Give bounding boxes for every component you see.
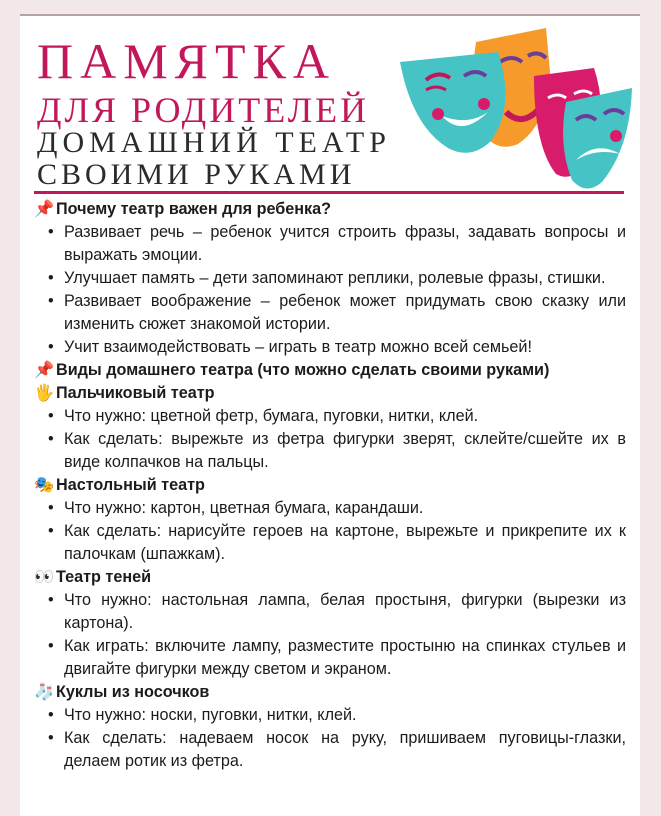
theater-masks-icon: 🎭 xyxy=(34,476,55,494)
finger-theater-list xyxy=(34,405,626,474)
pushpin-icon: 📌 xyxy=(34,200,55,218)
socks-icon: 🧦 xyxy=(34,683,55,701)
section-title: Настольный театр xyxy=(56,476,205,494)
hand-icon: 🖐 xyxy=(34,384,55,402)
title-for-parents: ДЛЯ РОДИТЕЛЕЙ xyxy=(37,90,370,130)
section-heading-sock-puppets xyxy=(34,681,626,704)
pushpin-icon: 📌 xyxy=(34,361,55,379)
title-memo: ПАМЯТКА xyxy=(37,33,337,89)
section-title: Театр теней xyxy=(56,568,152,586)
section-heading-finger-theater xyxy=(34,382,626,405)
section-heading-types xyxy=(34,359,626,382)
list-item: • Улучшает память – дети запоминают реплики, ролевые фразы, стишки. xyxy=(34,267,626,290)
section-title: Виды домашнего театра (что можно сделать своими руками) xyxy=(56,361,550,379)
sock-puppets-list xyxy=(34,704,626,773)
list-item: • Как сделать: вырежьте из фетра фигурки зверят, склейте/сшейте их в виде колпачков на пальцы. xyxy=(34,428,626,474)
list-item: • Развивает воображение – ребенок может придумать свою сказку или изменить сюжет знакомой истории. xyxy=(34,290,626,336)
list-item: • Как сделать: надеваем носок на руку, пришиваем пуговицы-глазки, делаем ротик из фетра. xyxy=(34,727,626,773)
section-title: Почему театр важен для ребенка? xyxy=(56,200,332,218)
list-item: • Что нужно: настольная лампа, белая простыня, фигурки (вырезки из картона). xyxy=(34,589,626,635)
section-heading-why xyxy=(34,198,626,221)
teal-mask-shape xyxy=(400,52,505,153)
section-heading-shadow-theater xyxy=(34,566,626,589)
theater-masks-icon xyxy=(398,28,633,196)
list-item: • Учит взаимодействовать – играть в театр можно всей семьей! xyxy=(34,336,626,359)
teal-mask-right-shape xyxy=(563,88,632,189)
leaflet-content xyxy=(34,198,626,773)
eyes-icon: 👀 xyxy=(34,568,55,586)
list-item: • Что нужно: картон, цветная бумага, карандаши. xyxy=(34,497,626,520)
header-divider xyxy=(34,191,624,194)
leaflet-page xyxy=(20,14,640,816)
title-home-theater: ДОМАШНИЙ ТЕАТР xyxy=(37,126,391,159)
section-title: Пальчиковый театр xyxy=(56,384,215,402)
table-theater-list xyxy=(34,497,626,566)
list-item: • Развивает речь – ребенок учится строить фразы, задавать вопросы и выражать эмоции. xyxy=(34,221,626,267)
list-item: • Как сделать: нарисуйте героев на картоне, вырежьте и прикрепите их к палочкам (шпажкам). xyxy=(34,520,626,566)
list-item: • Как играть: включите лампу, разместите простыню на спинках стульев и двигайте фигурки между светом и экраном. xyxy=(34,635,626,681)
list-item: • Что нужно: цветной фетр, бумага, пуговки, нитки, клей. xyxy=(34,405,626,428)
list-item: • Что нужно: носки, пуговки, нитки, клей. xyxy=(34,704,626,727)
title-handmade: СВОИМИ РУКАМИ xyxy=(37,158,356,191)
shadow-theater-list xyxy=(34,589,626,681)
benefits-list xyxy=(34,221,626,359)
section-heading-table-theater xyxy=(34,474,626,497)
section-title: Куклы из носочков xyxy=(56,683,210,701)
